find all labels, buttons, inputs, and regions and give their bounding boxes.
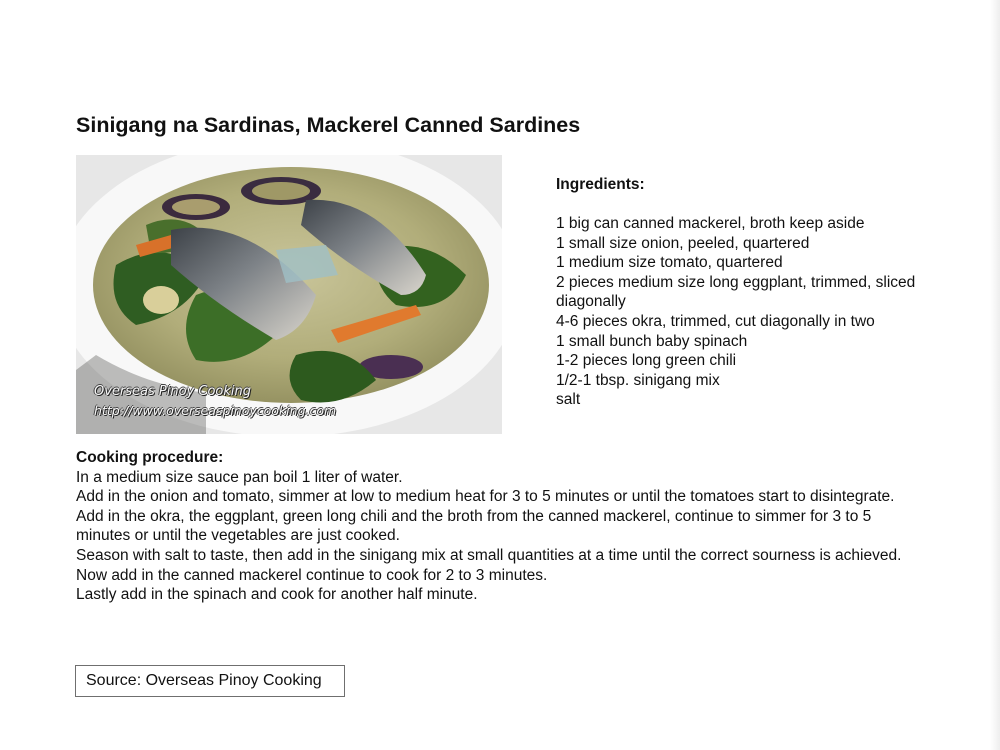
ingredients-list [556,214,976,410]
photo-watermark-name: Overseas Pinoy Cooking [94,384,251,399]
procedure-steps [76,468,926,605]
ingredients-section [556,176,976,410]
ingredient-item: 1 small size onion, peeled, quartered [556,234,810,252]
procedure-section [76,448,926,605]
ingredient-item: 1 small bunch baby spinach [556,332,748,350]
ingredient-item: 1/2-1 tbsp. sinigang mix [556,371,720,389]
ingredient-item: 1 big can canned mackerel, broth keep aside [556,215,865,232]
procedure-step: Now add in the canned mackerel continue to cook for 2 to 3 minutes. [76,566,548,584]
procedure-step: Season with salt to taste, then add in the sinigang mix at small quantities at a time until the correct sourness is achieved. [76,546,902,564]
ingredient-item: 4-6 pieces okra, trimmed, cut diagonally in two [556,312,875,330]
procedure-step: Add in the okra, the eggplant, green long chili and the broth from the canned mackerel, continue to simmer for 3 to 5 minutes or until the vegetables are just cooked. [76,507,872,545]
ingredient-item: salt [556,391,581,409]
procedure-step: Lastly add in the spinach and cook for another half minute. [76,586,478,604]
source-credit: Source: Overseas Pinoy Cooking [75,665,345,697]
recipe-photo [76,155,502,434]
ingredient-item: 1 medium size tomato, quartered [556,254,783,272]
ingredients-heading: Ingredients: [556,176,645,193]
procedure-step: Add in the onion and tomato, simmer at low to medium heat for 3 to 5 minutes or until the tomatoes start to disintegrate. [76,488,895,506]
photo-watermark-url: http://www.overseaspinoycooking.com [94,403,337,418]
procedure-step: In a medium size sauce pan boil 1 liter of water. [76,468,403,486]
ingredient-item: 2 pieces medium size long eggplant, trimmed, sliced diagonally [556,273,916,311]
page-edge-shadow [990,0,1000,750]
recipe-title: Sinigang na Sardinas, Mackerel Canned Sardines [76,113,581,137]
ingredient-item: 1-2 pieces long green chili [556,352,737,370]
procedure-heading: Cooking procedure: [76,449,224,466]
